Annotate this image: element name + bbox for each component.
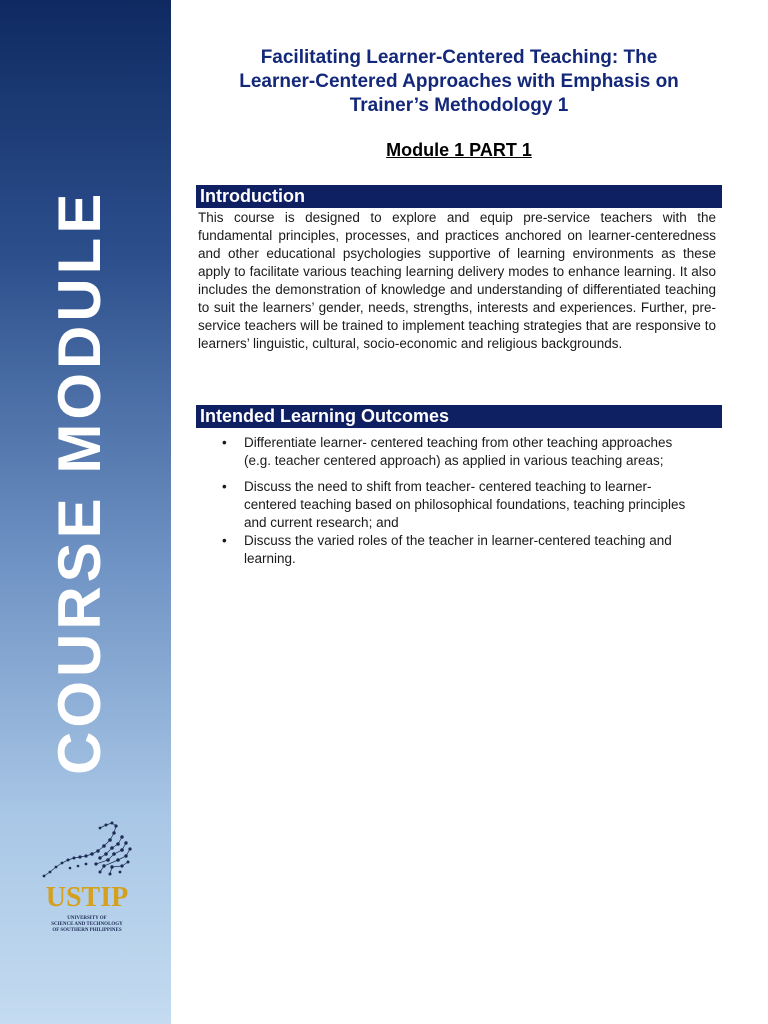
list-item: • Discuss the varied roles of the teacher in learner-centered teaching and learning. — [222, 532, 692, 568]
list-item: • Discuss the need to shift from teacher- centered teaching to learner-centered teaching based on philosophical foundations, teaching principles and current research; and — [222, 478, 692, 532]
introduction-body: This course is designed to explore and equip pre-service teachers with the fundamental principles, processes, and practices anchored on learner-centeredness and other educational psychologies supportive of learning environments as these apply to facilitate various teaching learning delivery modes to enhance learning. It also includes the demonstration of knowledge and understanding of differentiated teaching to suit the learners’ gender, needs, strengths, interests and experiences. Further, pre-service teachers will be trained to implement teaching strategies that are responsive to learners’ linguistic, cultural, socio-economic and religious backgrounds. — [198, 210, 716, 351]
introduction-heading: Introduction — [196, 185, 722, 208]
outcomes-heading: Intended Learning Outcomes — [196, 405, 722, 428]
list-item: • Differentiate learner- centered teaching from other teaching approaches (e.g. teacher centered approach) as applied in various teaching areas; — [222, 434, 692, 470]
document-title: Facilitating Learner-Centered Teaching: The Learner-Centered Approaches with Emphasis on Trainer’s Methodology 1 — [239, 47, 679, 116]
sidebar — [0, 0, 171, 1024]
dotted-wave-icon — [40, 820, 134, 884]
university-name: UNIVERSITY OF SCIENCE AND TECHNOLOGY OF SOUTHERN PHILIPPINES — [51, 916, 123, 933]
course-module-title: COURSE MODULE — [46, 189, 113, 775]
university-logo — [40, 820, 134, 935]
module-label: Module 1 PART 1 — [386, 140, 532, 160]
ustp-wordmark: USTIP — [45, 882, 129, 913]
outcomes-list — [222, 434, 692, 576]
